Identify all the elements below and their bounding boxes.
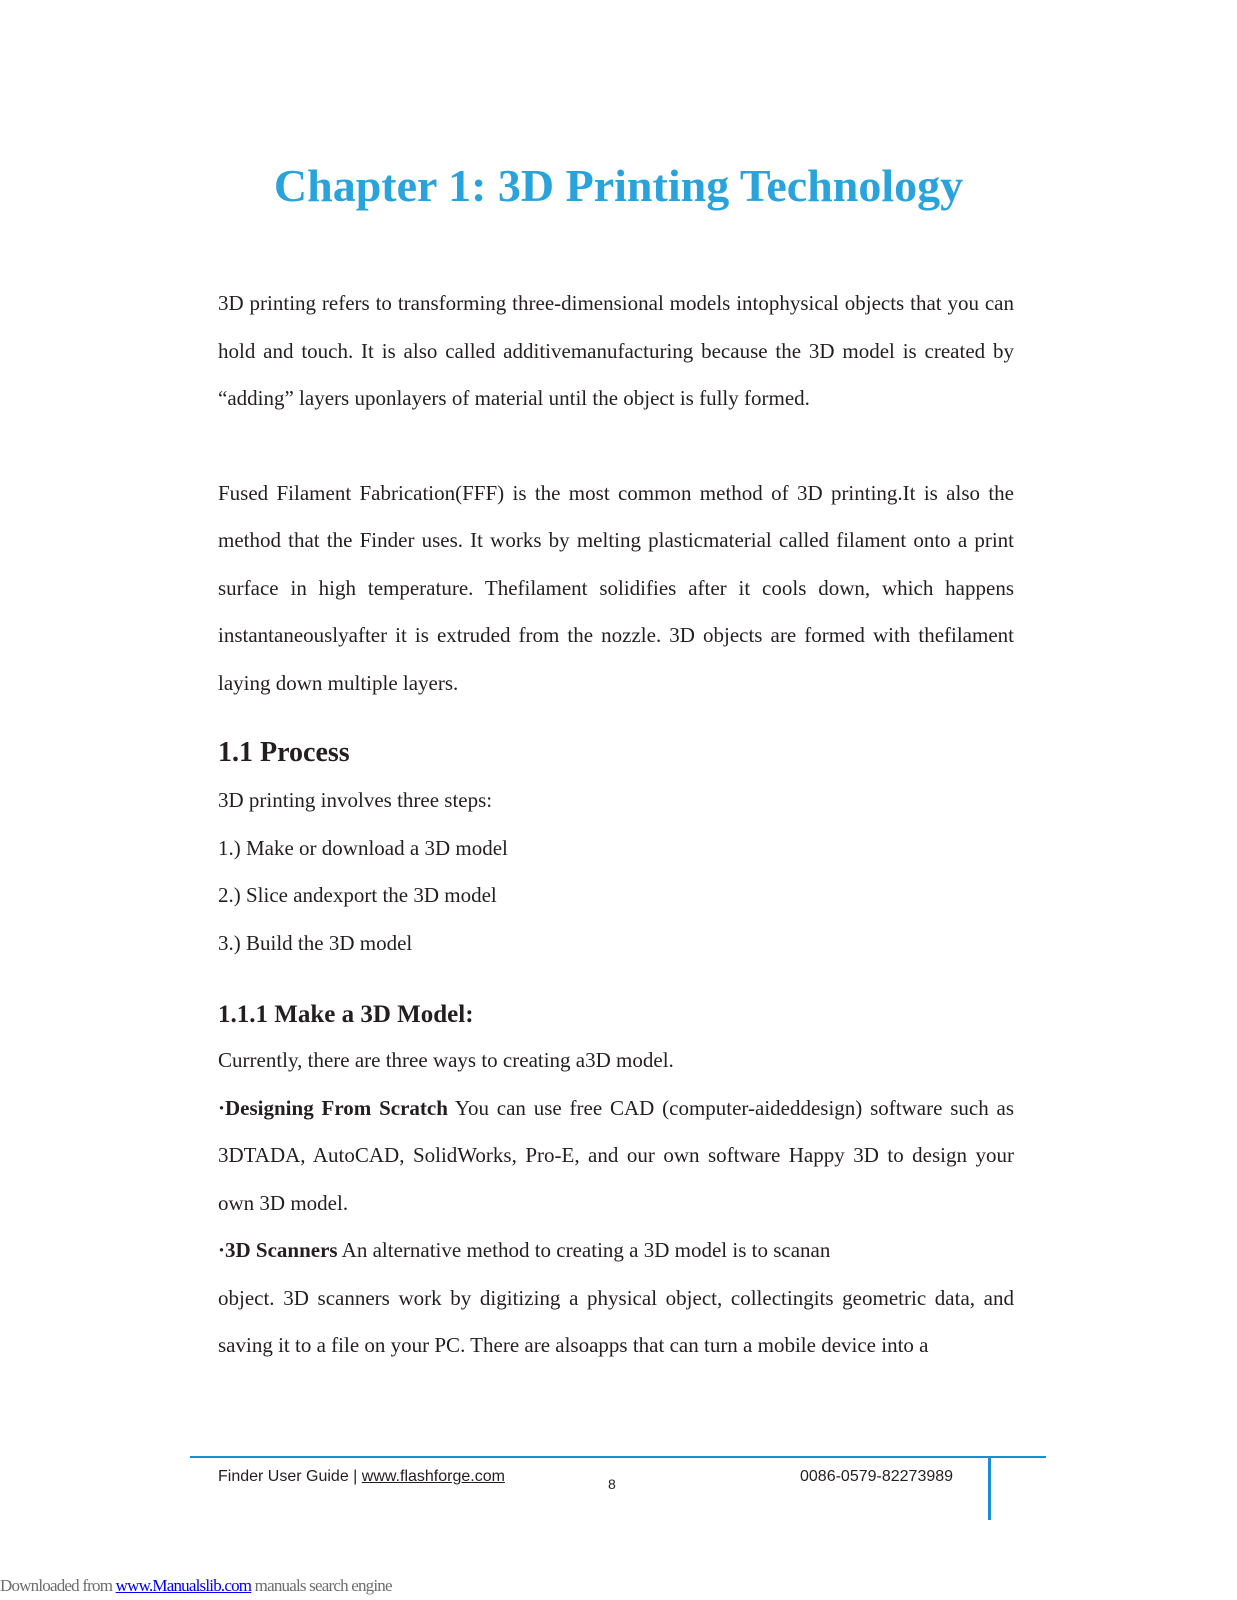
footer-vertical-divider <box>988 1456 991 1520</box>
footer-guide-label: Finder User Guide | <box>218 1468 362 1485</box>
intro-paragraph-2: Fused Filament Fabrication(FFF) is the most common method of 3D printing.It is also the method that the Finder uses. It works by melting plasticmaterial called filament onto a print surface in high temperature. Thefilament solidifies after it cools down, which happens instantaneouslyafter it is extruded from the nozzle. 3D objects are formed with thefilament laying down multiple layers. <box>218 480 1014 695</box>
chapter-title: Chapter 1: 3D Printing Technology <box>273 160 964 211</box>
method-3d-scanners <box>218 1227 1014 1275</box>
footer-website-link[interactable]: www.flashforge.com <box>361 1468 505 1485</box>
method-text: You can use free CAD (computer-aideddesign) software such as 3DTADA, AutoCAD, SolidWorks, Pro-E, and our own software Happy 3D to design your own 3D model. <box>218 1095 1015 1215</box>
process-step-3: 3.) Build the 3D model <box>218 930 413 955</box>
process-intro: 3D printing involves three steps: <box>218 788 493 812</box>
download-prefix: Downloaded from <box>0 1576 116 1595</box>
section-heading-process: 1.1 Process <box>218 737 350 768</box>
download-banner <box>0 1576 392 1596</box>
page-number: 8 <box>608 1476 616 1492</box>
method-label: ·Designing From Scratch <box>218 1095 448 1120</box>
footer-divider <box>190 1456 1046 1458</box>
footer-guide <box>218 1468 505 1486</box>
manualslib-link[interactable]: www.Manualslib.com <box>115 1576 252 1595</box>
paragraph-spacer <box>218 423 1014 470</box>
method-label: ·3D Scanners <box>218 1238 338 1262</box>
method-3d-scanners-continuation: object. 3D scanners work by digitizing a physical object, collectingits geometric data, and saving it to a file on your PC. There are alsoapps that can turn a mobile device into a <box>218 1285 1014 1357</box>
page-body <box>218 280 1014 1370</box>
process-step-2: 2.) Slice andexport the 3D model <box>218 883 497 907</box>
download-suffix: manuals search engine <box>251 1576 392 1595</box>
process-step-1: 1.) Make or download a 3D model <box>218 835 508 860</box>
footer-phone: 0086-0579-82273989 <box>800 1468 954 1485</box>
make-model-intro: Currently, there are three ways to creating a3D model. <box>218 1048 674 1072</box>
method-designing-from-scratch <box>218 1085 1014 1228</box>
method-text: An alternative method to creating a 3D model is to scanan <box>337 1238 831 1262</box>
intro-paragraph-1: 3D printing refers to transforming three-dimensional models intophysical objects that you can hold and touch. It is also called additivemanufacturing because the 3D model is created by “adding” layers uponlayers of material until the object is fully formed. <box>218 291 1014 410</box>
subsection-heading-make-model: 1.1.1 Make a 3D Model: <box>218 1001 474 1028</box>
